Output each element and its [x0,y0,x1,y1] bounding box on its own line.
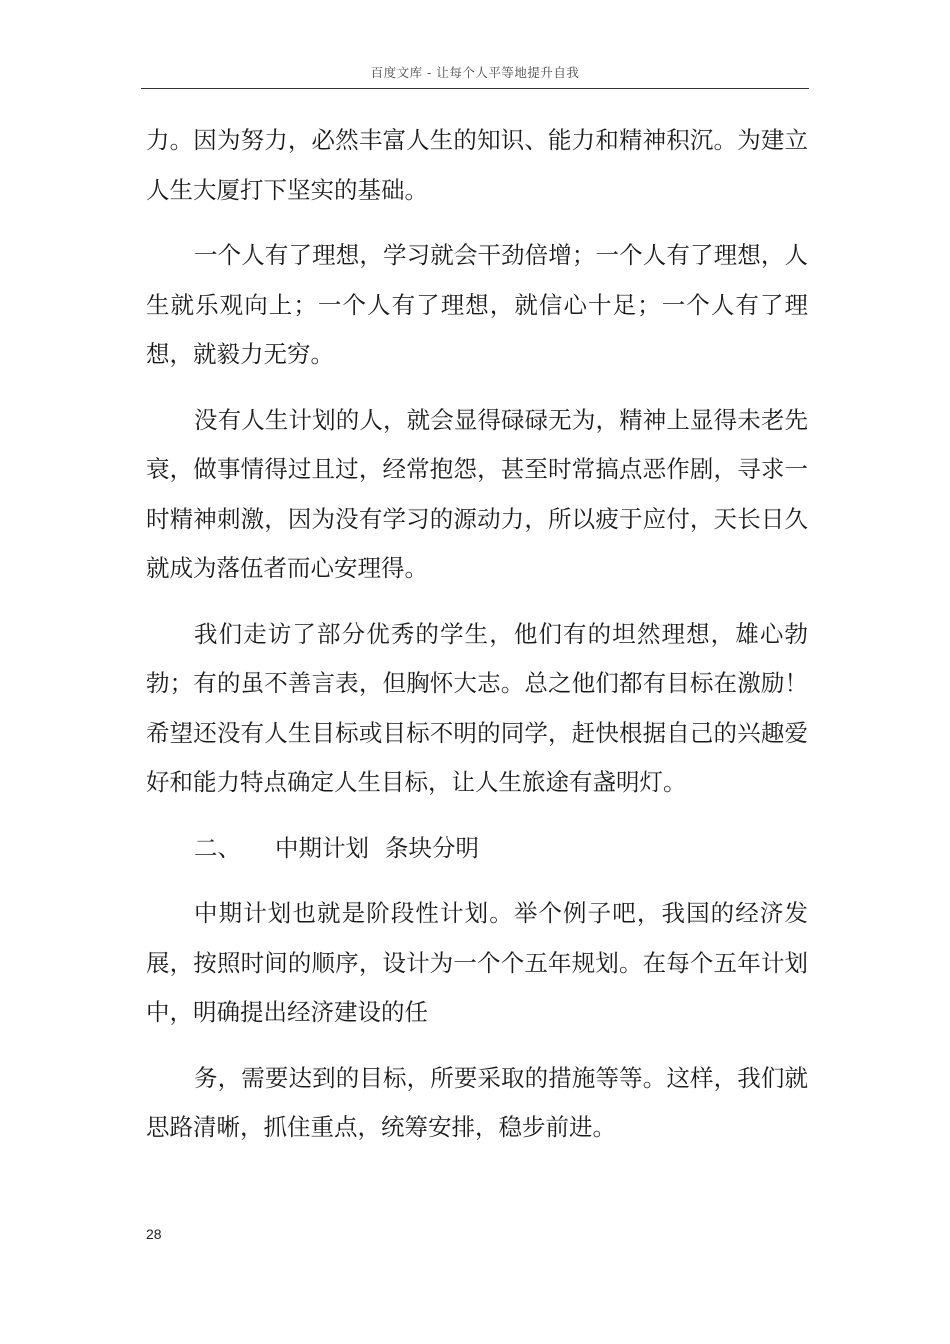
document-body [146,116,808,1153]
section-subtitle: 条块分明 [385,833,479,862]
page-header [141,62,809,89]
paragraph-ideals: 一个人有了理想，学习就会干劲倍增；一个人有了理想，人生就乐观向上；一个人有了理想，就信心十足；一个人有了理想，就毅力无穷。 [146,241,808,368]
header-title: 百度文库 - 让每个人平等地提升自我 [370,65,580,80]
section-heading [146,824,808,874]
paragraph-midterm-plan: 中期计划也就是阶段性计划。举个例子吧，我国的经济发展，按照时间的顺序，设计为一个个五年规划。在每个五年计划中，明确提出经济建设的任 [146,899,808,1026]
section-number: 二、 [194,833,241,862]
page-number: 28 [146,1226,162,1242]
paragraph-midterm-plan-cont: 务，需要达到的目标，所要采取的措施等等。这样，我们就思路清晰，抓住重点，统筹安排，稳步前进。 [146,1063,808,1141]
paragraph-students: 我们走访了部分优秀的学生，他们有的坦然理想，雄心勃勃；有的虽不善言表，但胸怀大志。总之他们都有目标在激励！希望还没有人生目标或目标不明的同学，赶快根据自己的兴趣爱好和能力特点确定人生目标，让人生旅途有盏明灯。 [146,619,808,796]
paragraph-continuation: 力。因为努力，必然丰富人生的知识、能力和精神积沉。为建立人生大厦打下坚实的基础。 [146,126,808,204]
section-title: 中期计划 [275,833,369,862]
paragraph-no-plan: 没有人生计划的人，就会显得碌碌无为，精神上显得未老先衰，做事情得过且过，经常抱怨，甚至时常搞点恶作剧，寻求一时精神刺激，因为没有学习的源动力，所以疲于应付，天长日久就成为落伍者而心安理得。 [146,405,808,582]
